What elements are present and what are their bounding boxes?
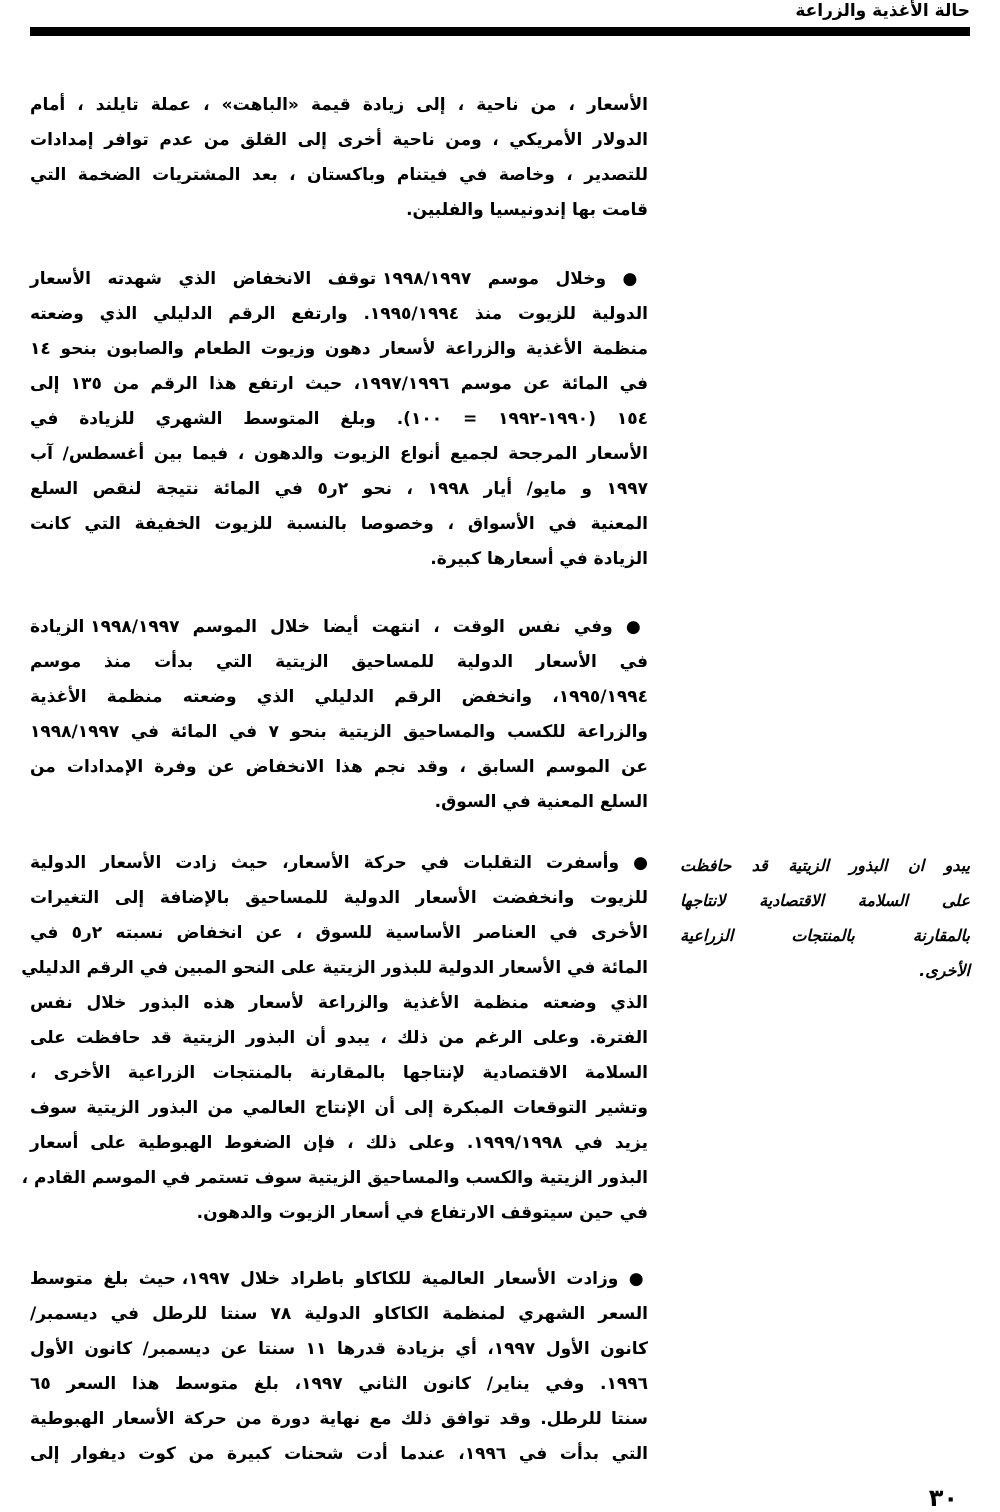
text-line: البذور الزيتية والكسب والمساحيق الزيتية سوف تستمر في الموسم القادم ، [21, 1168, 648, 1188]
text-line: عن الموسم السابق ، وقد نجم هذا الانخفاض عن وفرة الإمدادات من [30, 757, 648, 777]
text-line: والزراعة للكسب والمساحيق الزيتية بنحو ٧ في المائة في ١٩٩٨/١٩٩٧ [30, 722, 648, 742]
text-line: في المائة عن موسم ١٩٩٧/١٩٩٦، حيث ارتفع هذا الرقم من ١٣٥ إلى [30, 374, 648, 394]
header-rule [30, 27, 970, 36]
text-line: ● وفي نفس الوقت ، انتهت أيضا خلال الموسم ١٩٩٨/١٩٩٧ الزيادة [30, 617, 648, 637]
paragraph [30, 88, 648, 228]
running-title: حالة الأغذية والزراعة [795, 1, 970, 21]
text-line: الأخرى في العناصر الأساسية للسوق ، عن انخفاض نسبته ٢ر٥ في [30, 923, 649, 943]
text-line: ● وأسفرت التقلبات في حركة الأسعار، حيث زادت الأسعار الدولية [30, 853, 648, 873]
text-line: الأسعار المرجحة لجميع أنواع الزيوت والدهون ، فيما بين أغسطس/ آب [30, 444, 648, 464]
text-line: للتصدير ، وخاصة في فيتنام وباكستان ، بعد المشتريات الضخمة التي [30, 165, 648, 185]
text-line: السلامة الاقتصادية لإنتاجها بالمقارنة بالمنتجات الزراعية الأخرى ، [30, 1063, 648, 1083]
text-line: الدولية للزيوت منذ ١٩٩٥/١٩٩٤. وارتفع الرقم الدليلي الذي وضعته [30, 304, 648, 324]
text-line: ● وخلال موسم ١٩٩٨/١٩٩٧ توقف الانخفاض الذي شهدته الأسعار [30, 269, 648, 289]
text-line: السلع المعنية في السوق. [434, 792, 648, 812]
text-line: الزيادة في أسعارها كبيرة. [430, 549, 648, 569]
text-line: الدولار الأمريكي ، ومن ناحية أخرى إلى القلق من عدم توافر إمدادات [30, 130, 648, 150]
text-line: المعنية في الأسواق ، وخصوصا بالنسبة للزيوت الخفيفة التي كانت [30, 514, 648, 534]
text-line: سنتا للرطل. وقد توافق ذلك مع نهاية دورة من حركة الأسعار الهبوطية [30, 1409, 648, 1429]
page-number: ٣٠ [928, 1484, 958, 1512]
text-line: الفترة. وعلى الرغم من ذلك ، يبدو أن البذور الزيتية قد حافظت على [30, 1028, 648, 1048]
text-line: وتشير التوقعات المبكرة إلى أن الإنتاج العالمي من البذور الزيتية سوف [30, 1098, 648, 1118]
margin-note [680, 848, 970, 988]
margin-note-line: يبدو ان البذور الزيتية قد حافظت [680, 856, 970, 875]
margin-note-line: على السلامة الاقتصادية لانتاجها [680, 891, 970, 910]
text-line: ١٩٩٧ و مايو/ أيار ١٩٩٨ ، نحو ٢ر٥ في المائة نتيجة لنقص السلع [30, 479, 648, 499]
margin-note-line: بالمقارنة بالمنتجات الزراعية [680, 926, 970, 945]
text-line: الذي وضعته منظمة الأغذية والزراعة لأسعار هذه البذور خلال نفس [30, 993, 648, 1013]
text-line: في حين سيتوقف الارتفاع في أسعار الزيوت والدهون. [196, 1203, 648, 1223]
text-line: قامت بها إندونيسيا والفلبين. [406, 200, 648, 220]
paragraph [21, 846, 649, 1231]
paragraph [30, 262, 648, 577]
text-line: ١٥٤ (١٩٩٠-١٩٩٢ = ١٠٠). وبلغ المتوسط الشهري للزيادة في [30, 409, 648, 429]
text-line: ١٩٩٦. وفي يناير/ كانون الثاني ١٩٩٧، بلغ متوسط هذا السعر ٦٥ [30, 1374, 648, 1394]
text-line: كانون الأول ١٩٩٧، أي بزيادة قدرها ١١ سنتا عن ديسمبر/ كانون الأول [30, 1339, 648, 1359]
margin-note-line: الأخرى. [919, 961, 970, 980]
text-line: في الأسعار الدولية للمساحيق الزيتية التي بدأت منذ موسم [30, 652, 648, 672]
paragraph [30, 610, 648, 820]
text-line: التي بدأت في ١٩٩٦، عندما أدت شحنات كبيرة من كوت ديفوار إلى [30, 1444, 648, 1464]
text-line: ١٩٩٥/١٩٩٤، وانخفض الرقم الدليلي الذي وضعته منظمة الأغذية [30, 687, 648, 707]
paragraph [30, 1262, 648, 1472]
text-line: ● وزادت الأسعار العالمية للكاكاو باطراد خلال ١٩٩٧، حيث بلغ متوسط [30, 1269, 648, 1289]
text-line: الأسعار ، من ناحية ، إلى زيادة قيمة «الباهت» ، عملة تايلند ، أمام [30, 95, 648, 115]
text-line: يزيد في ١٩٩٩/١٩٩٨. وعلى ذلك ، فإن الضغوط الهبوطية على أسعار [30, 1133, 648, 1153]
text-line: السعر الشهري لمنظمة الكاكاو الدولية ٧٨ سنتا للرطل في ديسمبر/ [30, 1304, 648, 1324]
text-line: منظمة الأغذية والزراعة لأسعار دهون وزيوت الطعام والصابون بنحو ١٤ [30, 339, 648, 359]
text-line: المائة في الأسعار الدولية للبذور الزيتية على النحو المبين في الرقم الدليلي [21, 958, 648, 978]
text-line: للزيوت وانخفضت الأسعار الدولية للمساحيق بالإضافة إلى التغيرات [30, 888, 648, 908]
